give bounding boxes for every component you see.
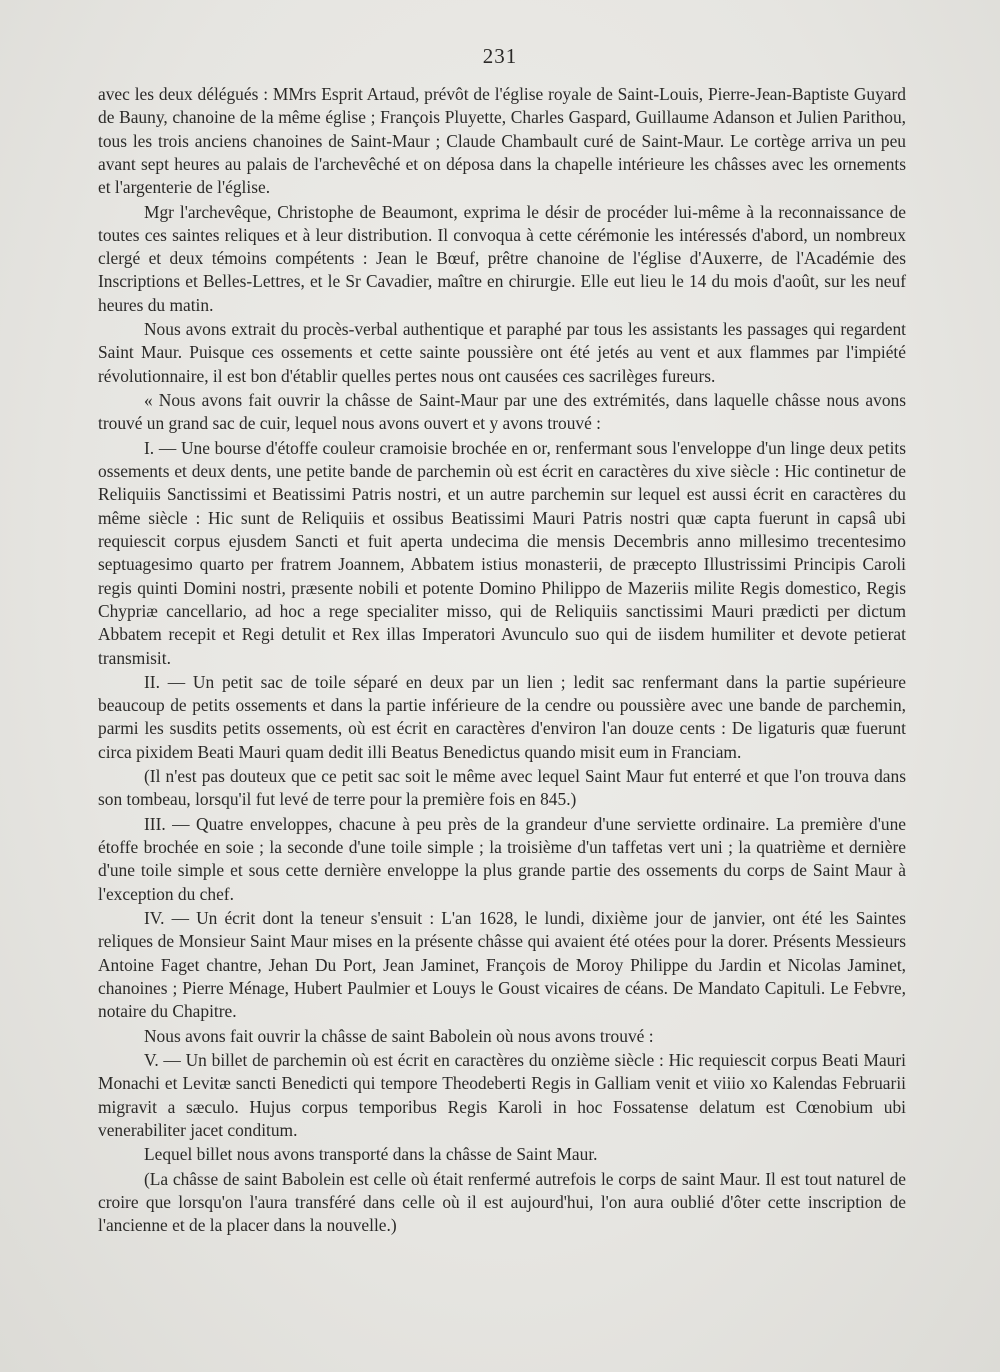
body-text (98, 83, 906, 1239)
paragraph-1: avec les deux délégués : MMrs Esprit Artaud, prévôt de l'église royale de Saint-Louis, Pierre-Jean-Baptiste Guyard de Bauny, chanoine de la même église ; François Pluyette, Charles Gaspard, Guillaume Adanson et Julien Parithou, tous les trois anciens chanoines de Saint-Maur ; Claude Chambault curé de Saint-Maur. Le cortège arriva un peu avant sept heures au palais de l'archevêché et on déposa dans la chapelle intérieure les châsses avec les ornements et l'argenterie de l'église. (98, 84, 906, 198)
paragraph-babolein: Nous avons fait ouvrir la châsse de saint Babolein où nous avons trouvé : (144, 1025, 654, 1046)
note-babolein: (La châsse de saint Babolein est celle où était renfermé autrefois le corps de saint Maur. Il est tout naturel de croire que lorsqu'on l'aura transféré dans celle où il est aujourd'hui, l'on aura oublié d'ôter cette inscription de l'ancienne et de la placer dans la nouvelle.) (98, 1168, 906, 1236)
paragraph-3: Nous avons extrait du procès-verbal authentique et paraphé par tous les assistants les passages qui regardent Saint Maur. Puisque ces ossements et cette sainte poussière ont été jetés au vent et aux flammes par l'impiété révolutionnaire, il est bon d'établir quelles pertes nous ont causées ces sacrilèges fureurs. (98, 319, 906, 386)
item-ii: II. — Un petit sac de toile séparé en deux par un lien ; ledit sac renfermant dans la partie supérieure beaucoup de petits ossements et dans la partie inférieure de la cendre ou poussière avec une bande de parchemin, parmi les susdits petits ossements, où est écrit en caractères d'environ l'an douze cents : De ligaturis quæ fuerunt circa pixidem Beati Mauri quam dedit illi Beatus Benedictus quando misit eum in Franciam. (98, 671, 906, 762)
paragraph-4: « Nous avons fait ouvrir la châsse de Saint-Maur par une des extrémités, dans laquelle châsse nous avons trouvé un grand sac de cuir, lequel nous avons ouvert et y avons trouvé : (98, 390, 906, 434)
page-number: 231 (482, 44, 518, 68)
item-iii: III. — Quatre enveloppes, chacune à peu près de la grandeur d'une serviette ordinaire. La première d'une étoffe brochée en soie ; la seconde d'une toile simple ; la troisième d'un taffetas vert uni ; la quatrième et dernière d'une toile simple et sous cette dernière enveloppe la plus grande partie des ossements du corps de Saint Maur à l'exception du chef. (98, 813, 906, 904)
paragraph-2: Mgr l'archevêque, Christophe de Beaumont, exprima le désir de procéder lui-même à la reconnaissance de toutes ces saintes reliques et à leur distribution. Il convoqua à cette cérémonie les intéressés d'abord, un nombreux clergé et deux témoins compétents : Jean le Bœuf, prêtre chanoine de l'église d'Auxerre, de l'Académie des Inscriptions et Belles-Lettres, et le Sr Cavadier, maître en chirurgie. Elle eut lieu le 14 du mois d'août, sur les neuf heures du matin. (98, 201, 906, 315)
item-i: I. — Une bourse d'étoffe couleur cramoisie brochée en or, renfermant sous l'enveloppe d'un linge deux petits ossements et deux dents, une petite bande de parchemin où est écrit en caractères du xive siècle : Hic continetur de Reliquiis Sanctissimi et Beatissimi Patris nostri, et un autre parchemin sur lequel est aussi écrit en caractères du même siècle : Hic sunt de Reliquiis et ossibus Beatissimi Mauri Patris nostri quæ capta fuerunt in capsâ ubi requiescit corpus ejusdem Sancti et fuit aperta undecima die mensis Decembris anno millesimo trecentesimo septuagesimo quarto per fratrem Joannem, Abbatem istius monasterii, de præcepto Illustrissimi Principis Caroli regis quinti Domini nostri, præsente nobili et potente Domino Philippo de Mazeriis milite Regis domestico, Regis Chypriæ cancellario, ad hoc a rege specialiter misso, qui de Reliquiis sanctissimi Mauri prædicti per dictum Abbatem recepit et Regi detulit et Rex illas Imperatori Avunculo suo qui de iisdem humiliter et devote petierat transmisit. (98, 437, 906, 668)
item-v: V. — Un billet de parchemin où est écrit en caractères du onzième siècle : Hic requiescit corpus Beati Mauri Monachi et Levitæ sancti Benedicti qui tempore Theodeberti Regis in Galliam venit et viiio xo Kalendas Februarii migravit a sæculo. Hujus corpus temporibus Regis Karoli in hoc Fossatense delatum est Cœnobium ubi venerabiliter jacet conditum. (98, 1050, 906, 1140)
item-iv: IV. — Un écrit dont la teneur s'ensuit : L'an 1628, le lundi, dixième jour de janvier, ont été les Saintes reliques de Monsieur Saint Maur mises en la présente châsse qui avaient été otées pour la dorer. Présents Messieurs Antoine Faget chantre, Jehan Du Port, Jean Jaminet, François de Moroy Philippe du Jardin et Nicolas Jaminet, chanoines ; Pierre Ménage, Hubert Paulmier et Louys le Goust vicaires de céans. De Mandato Capituli. Le Febvre, notaire du Chapitre. (98, 908, 906, 1022)
note-845: (Il n'est pas douteux que ce petit sac soit le même avec lequel Saint Maur fut enterré et que l'on trouva dans son tombeau, lorsqu'il fut levé de terre pour la première fois en 845.) (98, 766, 906, 810)
paragraph-billet: Lequel billet nous avons transporté dans la châsse de Saint Maur. (144, 1144, 598, 1165)
